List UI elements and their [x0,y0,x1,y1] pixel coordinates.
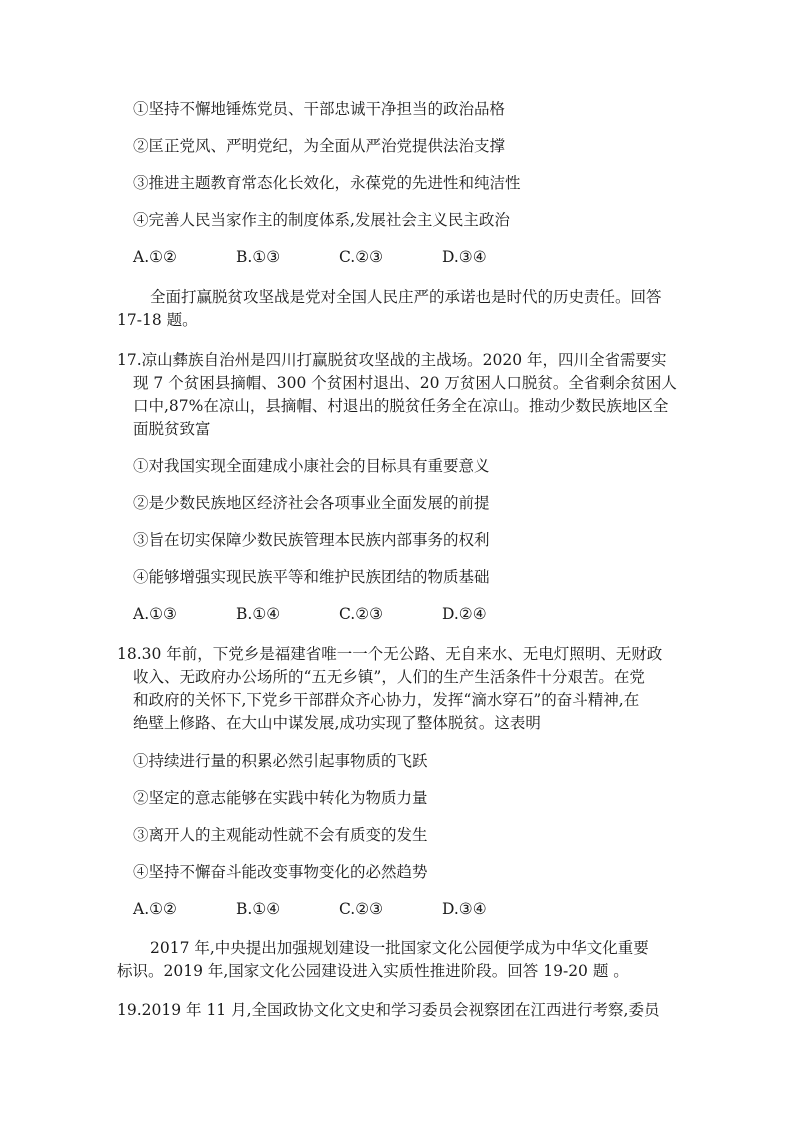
q17-option-4: ④能够增强实现民族平等和维护民族团结的物质基础 [133,568,490,586]
q19-stem-line-1: 19.2019 年 11 月,全国政协文化文史和学习委员会视察团在江西进行考察,委员 [117,1001,660,1019]
intro-19-20-line-1: 2017 年,中央提出加强规划建设一批国家文化公园便学成为中华文化重要 [150,939,649,957]
q18-stem-line-1: 18.30 年前，下党乡是福建省唯一一个无公路、无自来水、无电灯照明、无财政 [117,645,663,663]
q16-choice-c: C.②③ [339,248,384,266]
q18-stem-line-2: 收入、无政府办公场所的“五无乡镇”，人们的生产生活条件十分艰苦。在党 [133,668,645,686]
q17-option-1: ①对我国实现全面建成小康社会的目标具有重要意义 [133,457,490,475]
q17-option-2: ②是少数民族地区经济社会各项事业全面发展的前提 [133,494,490,512]
q16-option-4: ④完善人民当家作主的制度体系,发展社会主义民主政治 [133,211,510,229]
q17-choice-b: B.①④ [236,605,281,623]
q17-choice-c: C.②③ [339,605,384,623]
q18-option-4: ④坚持不懈奋斗能改变事物变化的必然趋势 [133,863,428,881]
q18-stem-line-4: 绝壁上修路、在大山中谋发展,成功实现了整体脱贫。这表明 [133,714,541,732]
q18-choice-d: D.③④ [442,900,487,918]
q17-stem-line-4: 面脱贫致富 [133,420,211,438]
q16-choices [133,247,545,267]
q18-choice-b: B.①④ [236,900,281,918]
q17-option-3: ③旨在切实保障少数民族管理本民族内部事务的权利 [133,531,490,549]
q18-choice-a: A.①② [133,900,177,918]
intro-17-18-line-1: 全面打赢脱贫攻坚战是党对全国人民庄严的承诺也是时代的历史责任。回答 [150,288,662,306]
q17-stem-line-3: 口中,87%在凉山，县摘帽、村退出的脱贫任务全在凉山。推动少数民族地区全 [133,397,669,415]
intro-17-18-line-2: 17-18 题。 [117,311,198,329]
q18-choices [133,899,545,919]
q18-choice-c: C.②③ [339,900,384,918]
q16-choice-a: A.①② [133,248,177,266]
q17-stem-line-2: 现 7 个贫困县摘帽、300 个贫困村退出、20 万贫困人口脱贫。全省剩余贫困人 [133,374,677,392]
q17-choices [133,604,545,624]
q16-option-3: ③推进主题教育常态化长效化，永葆党的先进性和纯洁性 [133,174,521,192]
q16-option-1: ①坚持不懈地锤炼党员、干部忠诚干净担当的政治品格 [133,100,506,118]
q18-stem-line-3: 和政府的关怀下,下党乡干部群众齐心协力，发挥“滴水穿石”的奋斗精神,在 [133,691,640,709]
q16-choice-b: B.①③ [236,248,281,266]
q18-option-2: ②坚定的意志能够在实践中转化为物质力量 [133,789,428,807]
q18-option-1: ①持续进行量的积累必然引起事物质的飞跃 [133,752,428,770]
q16-choice-d: D.③④ [442,248,487,266]
intro-19-20-line-2: 标识。2019 年,国家文化公园建设进入实质性推进阶段。回答 19-20 题 。 [117,962,629,980]
q18-option-3: ③离开人的主观能动性就不会有质变的发生 [133,826,428,844]
q16-option-2: ②匡正党风、严明党纪，为全面从严治党提供法治支撑 [133,137,506,155]
q17-choice-a: A.①③ [133,605,177,623]
q17-stem-line-1: 17.凉山彝族自治州是四川打赢脱贫攻坚战的主战场。2020 年，四川全省需要实 [117,351,667,369]
q17-choice-d: D.②④ [442,605,487,623]
